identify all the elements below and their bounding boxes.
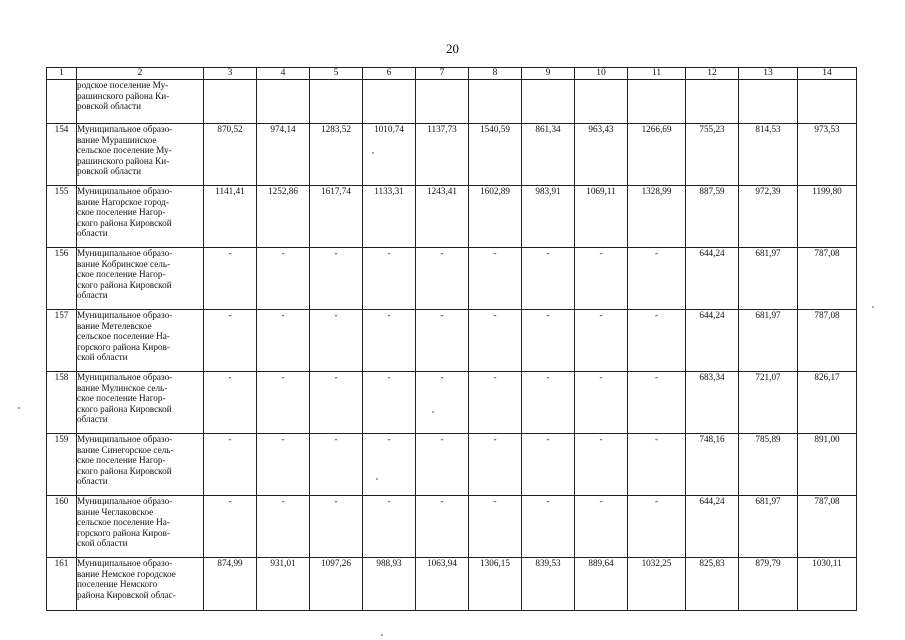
municipality-name: Муниципальное образо- вание Мурашинское сельское поселение Му- рашинского района Ки- ровской области xyxy=(77,124,204,186)
value-cell: - xyxy=(204,372,257,434)
scan-speck xyxy=(376,478,378,480)
page-number: 20 xyxy=(446,41,459,56)
value-cell: - xyxy=(363,496,416,558)
value-cell: 787,08 xyxy=(798,248,857,310)
row-number: 160 xyxy=(47,496,77,558)
value-cell: 1141,41 xyxy=(204,186,257,248)
value-cell: 1137,73 xyxy=(416,124,469,186)
municipality-name: Муниципальное образо- вание Немское городское поселение Немского района Кировской облас- xyxy=(77,558,204,611)
value-cell xyxy=(416,80,469,124)
value-cell: 826,17 xyxy=(798,372,857,434)
scan-speck xyxy=(381,634,383,636)
scan-speck xyxy=(872,306,874,308)
value-cell: 1199,80 xyxy=(798,186,857,248)
value-cell: 1266,69 xyxy=(628,124,686,186)
row-number: 159 xyxy=(47,434,77,496)
value-cell: 787,08 xyxy=(798,496,857,558)
value-cell: 748,16 xyxy=(686,434,739,496)
header-row xyxy=(47,68,857,80)
value-cell: 963,43 xyxy=(575,124,628,186)
value-cell: 644,24 xyxy=(686,496,739,558)
value-cell: - xyxy=(416,372,469,434)
column-header: 10 xyxy=(575,68,628,80)
value-cell: - xyxy=(204,434,257,496)
value-cell: 887,59 xyxy=(686,186,739,248)
value-cell: - xyxy=(469,310,522,372)
value-cell: 1069,11 xyxy=(575,186,628,248)
value-cell: 644,24 xyxy=(686,248,739,310)
value-cell: 879,79 xyxy=(739,558,798,611)
value-cell: - xyxy=(575,248,628,310)
row-number: 155 xyxy=(47,186,77,248)
value-cell: 681,97 xyxy=(739,310,798,372)
table-row xyxy=(47,80,857,124)
value-cell: 889,64 xyxy=(575,558,628,611)
row-number: 157 xyxy=(47,310,77,372)
value-cell: - xyxy=(363,372,416,434)
value-cell: - xyxy=(522,434,575,496)
row-number: 161 xyxy=(47,558,77,611)
value-cell xyxy=(469,80,522,124)
value-cell: - xyxy=(469,496,522,558)
value-cell: 1032,25 xyxy=(628,558,686,611)
value-cell: 681,97 xyxy=(739,496,798,558)
value-cell: - xyxy=(363,434,416,496)
value-cell: 983,91 xyxy=(522,186,575,248)
value-cell xyxy=(686,80,739,124)
value-cell: - xyxy=(310,372,363,434)
value-cell: 1252,86 xyxy=(257,186,310,248)
table-row xyxy=(47,124,857,186)
value-cell: 1328,99 xyxy=(628,186,686,248)
scan-speck xyxy=(432,411,434,413)
value-cell: - xyxy=(310,248,363,310)
municipality-name: Муниципальное образо- вание Мулинское сель- ское поселение Нагор- ского района Кировской области xyxy=(77,372,204,434)
value-cell: - xyxy=(416,310,469,372)
column-header: 9 xyxy=(522,68,575,80)
value-cell xyxy=(575,80,628,124)
value-cell: 681,97 xyxy=(739,248,798,310)
value-cell: 825,83 xyxy=(686,558,739,611)
value-cell: 972,39 xyxy=(739,186,798,248)
value-cell: - xyxy=(416,248,469,310)
value-cell: - xyxy=(204,310,257,372)
municipality-name: Муниципальное образо- вание Метелевское сельское поселение На- горского района Киров- ской области xyxy=(77,310,204,372)
value-cell: - xyxy=(257,434,310,496)
scan-speck xyxy=(18,407,20,409)
value-cell: - xyxy=(257,372,310,434)
value-cell: 644,24 xyxy=(686,310,739,372)
value-cell: - xyxy=(522,496,575,558)
value-cell: 1010,74 xyxy=(363,124,416,186)
scan-speck xyxy=(372,152,374,154)
value-cell: - xyxy=(416,496,469,558)
table-row xyxy=(47,558,857,611)
value-cell: - xyxy=(310,310,363,372)
value-cell: - xyxy=(310,434,363,496)
column-header: 1 xyxy=(47,68,77,80)
column-header: 8 xyxy=(469,68,522,80)
value-cell: 755,23 xyxy=(686,124,739,186)
value-cell: - xyxy=(257,496,310,558)
row-number xyxy=(47,80,77,124)
row-number: 154 xyxy=(47,124,77,186)
tariff-table xyxy=(46,67,857,611)
value-cell: - xyxy=(628,310,686,372)
value-cell: - xyxy=(628,496,686,558)
value-cell: - xyxy=(628,248,686,310)
value-cell xyxy=(310,80,363,124)
municipality-name: Муниципальное образо- вание Нагорское город- ское поселение Нагор- ского района Кировской области xyxy=(77,186,204,248)
value-cell: - xyxy=(522,248,575,310)
row-number: 156 xyxy=(47,248,77,310)
municipality-name: Муниципальное образо- вание Чеглаковское сельское поселение На- горского района Киров- ской области xyxy=(77,496,204,558)
column-header: 12 xyxy=(686,68,739,80)
column-header: 13 xyxy=(739,68,798,80)
table-body xyxy=(47,80,857,611)
value-cell: - xyxy=(469,248,522,310)
value-cell: - xyxy=(575,372,628,434)
value-cell: 931,01 xyxy=(257,558,310,611)
value-cell xyxy=(798,80,857,124)
value-cell: 1097,26 xyxy=(310,558,363,611)
value-cell: 1133,31 xyxy=(363,186,416,248)
value-cell: - xyxy=(575,434,628,496)
value-cell: - xyxy=(204,496,257,558)
value-cell: - xyxy=(469,434,522,496)
value-cell: - xyxy=(416,434,469,496)
value-cell: 870,52 xyxy=(204,124,257,186)
value-cell: 861,34 xyxy=(522,124,575,186)
value-cell: - xyxy=(628,372,686,434)
value-cell: 721,07 xyxy=(739,372,798,434)
row-number: 158 xyxy=(47,372,77,434)
table-row xyxy=(47,434,857,496)
value-cell: 1602,89 xyxy=(469,186,522,248)
column-header: 3 xyxy=(204,68,257,80)
value-cell: - xyxy=(469,372,522,434)
table-row xyxy=(47,496,857,558)
column-header: 11 xyxy=(628,68,686,80)
municipality-name: Муниципальное образо- вание Кобринское сель- ское поселение Нагор- ского района Кировской области xyxy=(77,248,204,310)
value-cell: 814,53 xyxy=(739,124,798,186)
table-row xyxy=(47,310,857,372)
value-cell: 1540,59 xyxy=(469,124,522,186)
value-cell: - xyxy=(204,248,257,310)
value-cell: 839,53 xyxy=(522,558,575,611)
column-header: 7 xyxy=(416,68,469,80)
value-cell: - xyxy=(257,310,310,372)
value-cell: - xyxy=(363,310,416,372)
value-cell: 1617,74 xyxy=(310,186,363,248)
value-cell: 874,99 xyxy=(204,558,257,611)
value-cell: 973,53 xyxy=(798,124,857,186)
municipality-name: Муниципальное образо- вание Синегорское сель- ское поселение Нагор- ского района Кировской области xyxy=(77,434,204,496)
value-cell: - xyxy=(310,496,363,558)
table-row xyxy=(47,186,857,248)
value-cell: 988,93 xyxy=(363,558,416,611)
value-cell: 785,89 xyxy=(739,434,798,496)
value-cell: - xyxy=(257,248,310,310)
value-cell: 1243,41 xyxy=(416,186,469,248)
column-header: 4 xyxy=(257,68,310,80)
column-header: 2 xyxy=(77,68,204,80)
value-cell xyxy=(204,80,257,124)
value-cell xyxy=(739,80,798,124)
column-header: 6 xyxy=(363,68,416,80)
table-row xyxy=(47,248,857,310)
value-cell: 1283,52 xyxy=(310,124,363,186)
value-cell: - xyxy=(628,434,686,496)
value-cell: 974,14 xyxy=(257,124,310,186)
value-cell: 787,08 xyxy=(798,310,857,372)
value-cell: 891,00 xyxy=(798,434,857,496)
value-cell: - xyxy=(522,310,575,372)
column-header: 14 xyxy=(798,68,857,80)
municipality-name: родское поселение Му- рашинского района Ки- ровской области xyxy=(77,80,204,124)
value-cell: - xyxy=(575,310,628,372)
value-cell: 683,34 xyxy=(686,372,739,434)
value-cell: - xyxy=(522,372,575,434)
value-cell: 1063,94 xyxy=(416,558,469,611)
value-cell: - xyxy=(575,496,628,558)
value-cell: - xyxy=(363,248,416,310)
column-header: 5 xyxy=(310,68,363,80)
value-cell: 1306,15 xyxy=(469,558,522,611)
value-cell xyxy=(257,80,310,124)
table-row xyxy=(47,372,857,434)
value-cell xyxy=(628,80,686,124)
value-cell: 1030,11 xyxy=(798,558,857,611)
value-cell xyxy=(522,80,575,124)
value-cell xyxy=(363,80,416,124)
